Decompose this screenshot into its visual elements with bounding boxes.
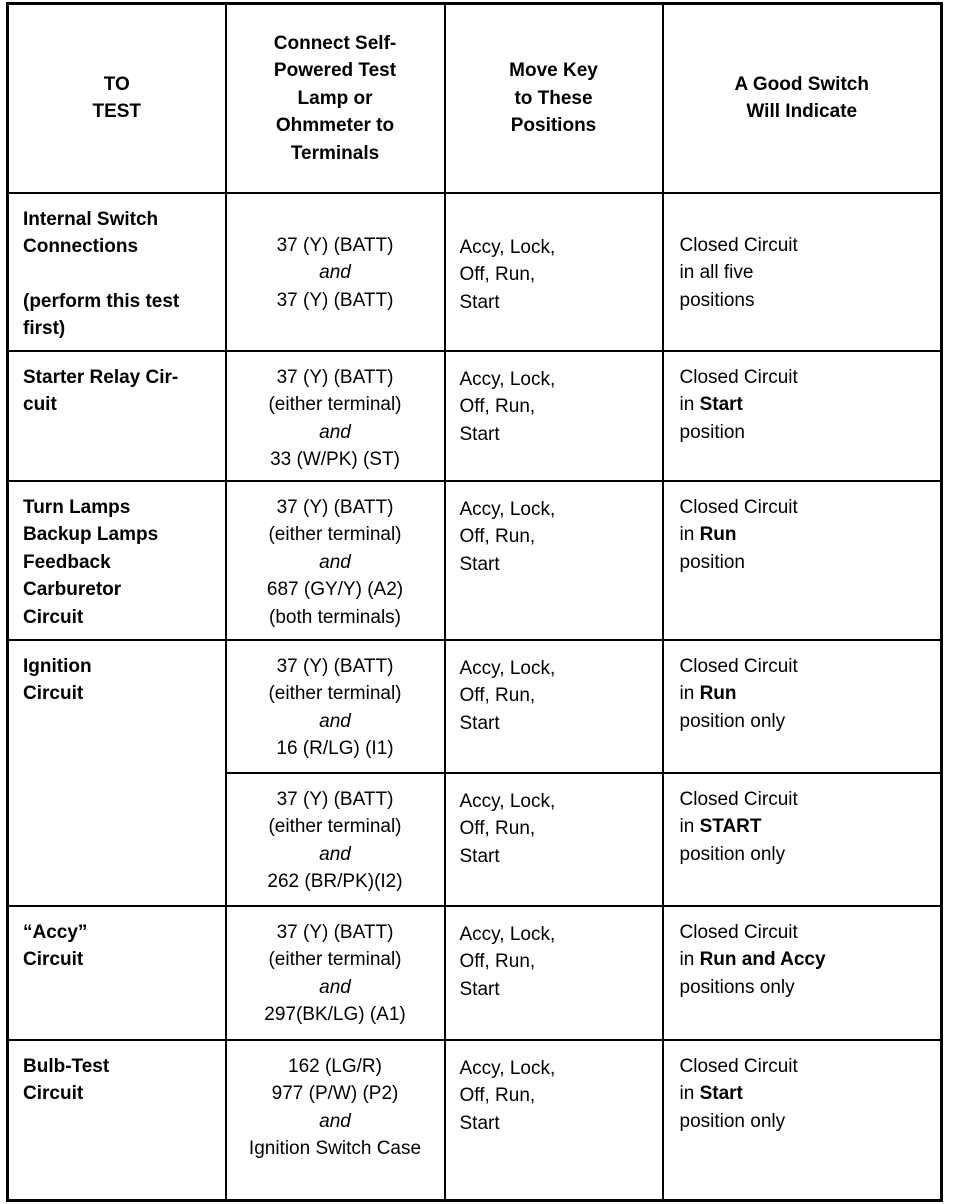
switch-test-table: [6, 2, 943, 1202]
header-connect-terminals: Connect Self- Powered Test Lamp or Ohmmeter to Terminals: [226, 4, 445, 193]
header-move-key: Move Key to These Positions: [445, 4, 663, 193]
key-positions-cell: Accy, Lock, Off, Run, Start: [445, 351, 663, 481]
key-positions-cell: Accy, Lock, Off, Run, Start: [445, 906, 663, 1040]
table-row: [8, 193, 942, 351]
key-positions-cell: Accy, Lock, Off, Run, Start: [445, 1040, 663, 1201]
indication-cell: Closed Circuit in Run position: [663, 481, 942, 640]
indication-cell: Closed Circuit in Run position only: [663, 640, 942, 773]
key-positions-cell: Accy, Lock, Off, Run, Start: [445, 193, 663, 351]
test-name-cell: “Accy” Circuit: [8, 906, 226, 1040]
test-name-cell: Ignition Circuit: [8, 640, 226, 906]
terminals-cell: 37 (Y) (BATT) (either terminal) and 687 (GY/Y) (A2) (both terminals): [226, 481, 445, 640]
terminals-cell: 37 (Y) (BATT) (either terminal) and 33 (W/PK) (ST): [226, 351, 445, 481]
table-row: [8, 351, 942, 481]
indication-cell: Closed Circuit in Start position: [663, 351, 942, 481]
test-name-cell: Internal Switch Connections (perform this test first): [8, 193, 226, 351]
indication-cell: Closed Circuit in START position only: [663, 773, 942, 906]
table-row: [8, 906, 942, 1040]
header-good-switch: A Good Switch Will Indicate: [663, 4, 942, 193]
test-name-cell: Turn Lamps Backup Lamps Feedback Carburetor Circuit: [8, 481, 226, 640]
table-row: [8, 1040, 942, 1201]
indication-cell: Closed Circuit in all five positions: [663, 193, 942, 351]
table-row: [8, 481, 942, 640]
header-row: [8, 4, 942, 193]
terminals-cell: 162 (LG/R) 977 (P/W) (P2) and Ignition Switch Case: [226, 1040, 445, 1201]
terminals-cell: 37 (Y) (BATT) and 37 (Y) (BATT): [226, 193, 445, 351]
terminals-cell: 37 (Y) (BATT) (either terminal) and 297(BK/LG) (A1): [226, 906, 445, 1040]
test-name-cell: Starter Relay Cir- cuit: [8, 351, 226, 481]
key-positions-cell: Accy, Lock, Off, Run, Start: [445, 773, 663, 906]
terminals-cell: 37 (Y) (BATT) (either terminal) and 262 (BR/PK)(I2): [226, 773, 445, 906]
indication-cell: Closed Circuit in Run and Accy positions only: [663, 906, 942, 1040]
key-positions-cell: Accy, Lock, Off, Run, Start: [445, 481, 663, 640]
key-positions-cell: Accy, Lock, Off, Run, Start: [445, 640, 663, 773]
terminals-cell: 37 (Y) (BATT) (either terminal) and 16 (R/LG) (I1): [226, 640, 445, 773]
indication-cell: Closed Circuit in Start position only: [663, 1040, 942, 1201]
header-to-test: TO TEST: [8, 4, 226, 193]
table-row: [8, 640, 942, 773]
test-name-cell: Bulb-Test Circuit: [8, 1040, 226, 1201]
